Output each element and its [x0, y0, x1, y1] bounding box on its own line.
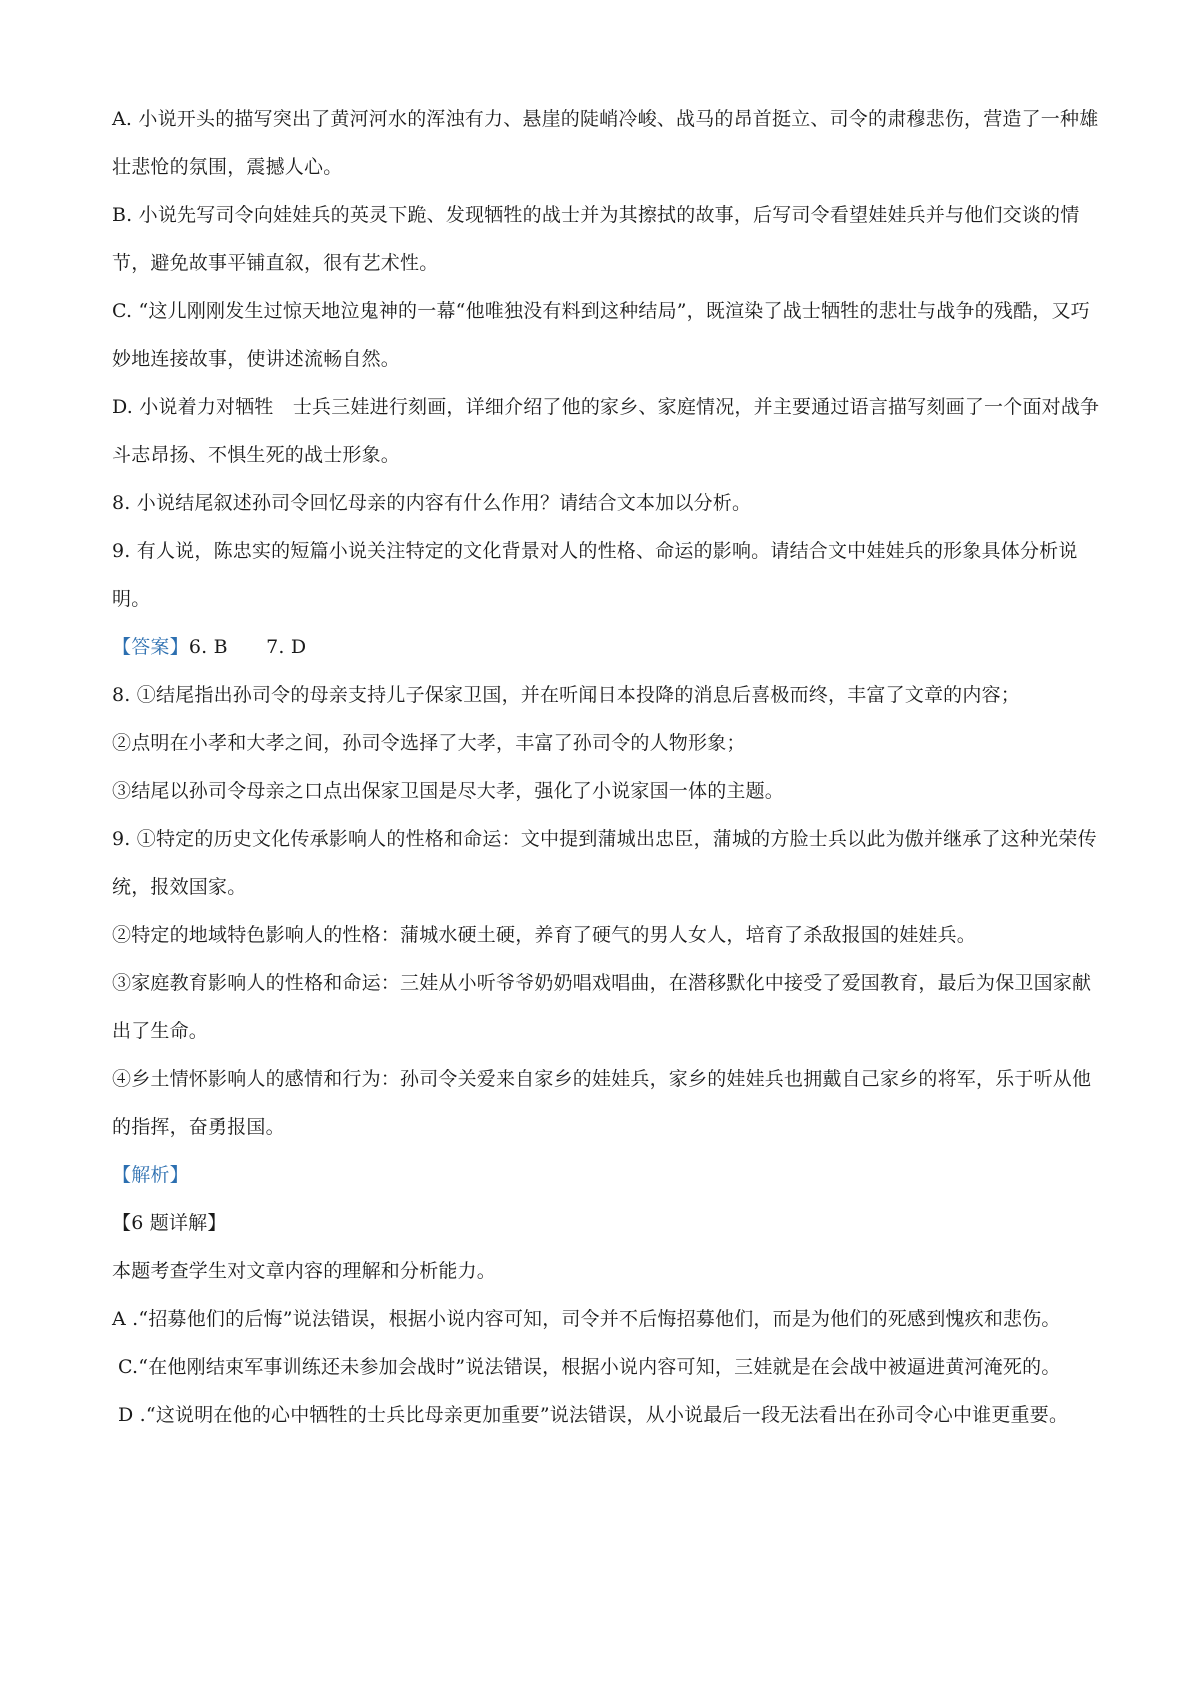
analysis-label: 【解析】: [112, 1164, 189, 1186]
answer-9-1: 9. ①特定的历史文化传承影响人的性格和命运：文中提到蒲城出忠臣，蒲城的方脸士兵以此为傲并继承了这种光荣传统，报效国家。: [112, 828, 1097, 898]
document-page: [112, 95, 1102, 1439]
option-7a: A. 小说开头的描写突出了黄河河水的浑浊有力、悬崖的陡峭冷峻、战马的昂首挺立、司令的肃穆悲伤，营造了一种雄壮悲怆的氛围，震撼人心。: [112, 108, 1099, 178]
answer-9-2: ②特定的地域特色影响人的性格：蒲城水硬土硬，养育了硬气的男人女人，培育了杀敌报国的娃娃兵。: [112, 924, 977, 946]
question-8: 8. 小说结尾叙述孙司令回忆母亲的内容有什么作用？请结合文本加以分析。: [112, 492, 752, 514]
answer-8-3: ③结尾以孙司令母亲之口点出保家卫国是尽大孝，强化了小说家国一体的主题。: [112, 780, 785, 802]
answer-label: 【答案】: [112, 636, 189, 658]
analysis-intro: 本题考查学生对文章内容的理解和分析能力。: [112, 1260, 497, 1282]
answer-text: 6. B 7. D: [188, 636, 307, 658]
option-7b: B. 小说先写司令向娃娃兵的英灵下跪、发现牺牲的战士并为其擦拭的故事，后写司令看望娃娃兵并与他们交谈的情节，避免故事平铺直叙，很有艺术性。: [112, 204, 1080, 274]
question-9: 9. 有人说，陈忠实的短篇小说关注特定的文化背景对人的性格、命运的影响。请结合文中娃娃兵的形象具体分析说明。: [112, 540, 1078, 610]
q6-detail-title: 【6 题详解】: [112, 1212, 227, 1234]
answer-line: [112, 623, 1102, 671]
analysis-d: D .“这说明在他的心中牺牲的士兵比母亲更加重要”说法错误，从小说最后一段无法看出在孙司令心中谁更重要。: [118, 1404, 1069, 1426]
option-7d: D. 小说着力对牺牲 士兵三娃进行刻画，详细介绍了他的家乡、家庭情况，并主要通过语言描写刻画了一个面对战争斗志昂扬、不惧生死的战士形象。: [112, 396, 1100, 466]
analysis-c: C.“在他刚结束军事训练还未参加会战时”说法错误，根据小说内容可知，三娃就是在会战中被逼进黄河淹死的。: [118, 1356, 1061, 1378]
option-7c: C. “这儿刚刚发生过惊天地泣鬼神的一幕“他唯独没有料到这种结局”，既渲染了战士牺牲的悲壮与战争的残酷，又巧妙地连接故事，使讲述流畅自然。: [112, 300, 1090, 370]
answer-9-3: ③家庭教育影响人的性格和命运：三娃从小听爷爷奶奶唱戏唱曲，在潜移默化中接受了爱国教育，最后为保卫国家献出了生命。: [112, 972, 1092, 1042]
analysis-a: A .“招募他们的后悔”说法错误，根据小说内容可知，司令并不后悔招募他们，而是为他们的死感到愧疚和悲伤。: [112, 1308, 1061, 1330]
answer-8-1: 8. ①结尾指出孙司令的母亲支持儿子保家卫国，并在听闻日本投降的消息后喜极而终，丰富了文章的内容；: [112, 684, 1020, 706]
answer-9-4: ④乡土情怀影响人的感情和行为：孙司令关爱来自家乡的娃娃兵，家乡的娃娃兵也拥戴自己家乡的将军，乐于听从他的指挥，奋勇报国。: [112, 1068, 1092, 1138]
answer-8-2: ②点明在小孝和大孝之间，孙司令选择了大孝，丰富了孙司令的人物形象；: [112, 732, 746, 754]
